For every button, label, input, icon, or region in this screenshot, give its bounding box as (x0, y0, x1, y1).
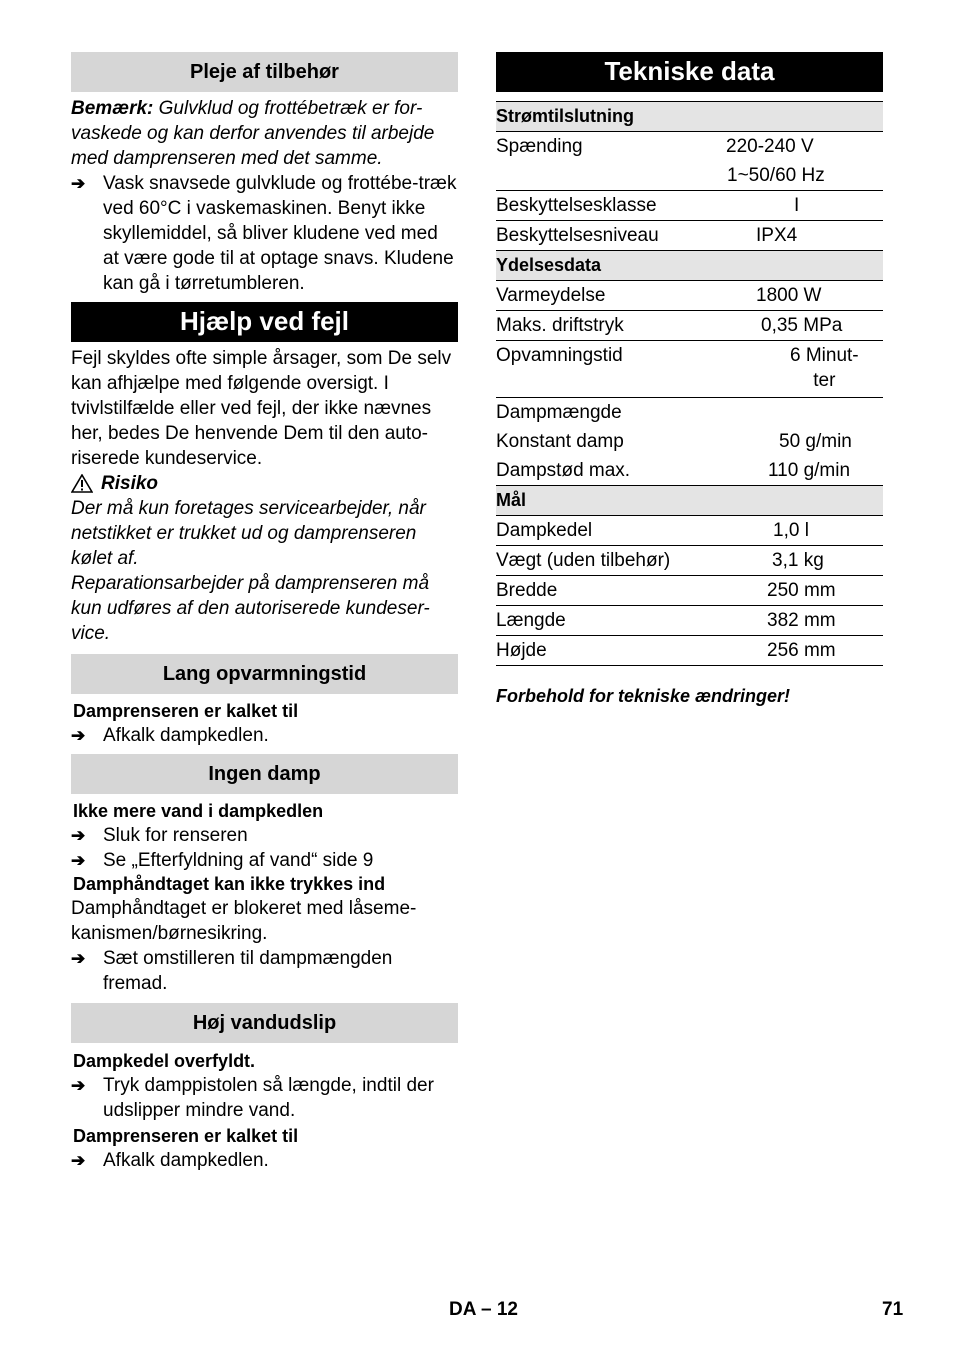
note-paragraph (71, 96, 458, 171)
intro-paragraph: Fejl skyldes ofte simple årsager, som De selv kan afhjælpe med følgende oversigt. I tvivlstilfælde eller ved fejl, der ikke nævnes her, bedes De henvende Dem til den auto-riserede kundeservice. (71, 348, 452, 469)
table-row (496, 576, 883, 606)
heading-ingen-damp: Ingen damp (71, 754, 458, 794)
row-label: Vægt (uden tilbehør) (496, 546, 706, 576)
warmup-value: 6 Minut- ter (790, 345, 859, 391)
left-column (71, 52, 458, 1173)
row-value: 110 g/min (706, 456, 883, 486)
table-row (496, 221, 883, 251)
cause-heading: Dampkedel overfyldt. (73, 1051, 256, 1071)
row-value: 220-240 V (726, 136, 814, 157)
row-value: 50 g/min (779, 431, 852, 452)
list-item (71, 823, 458, 848)
table-row (496, 161, 883, 191)
cause-heading: Ikke mere vand i dampkedlen (73, 801, 324, 821)
row-label: Varmeydelse (496, 281, 706, 311)
row-value: 1,0 l (706, 516, 883, 546)
row-label: Dampmængde (496, 402, 622, 423)
row-value: 382 mm (706, 606, 883, 636)
row-label: Højde (496, 636, 706, 666)
heading-pleje: Pleje af tilbehør (71, 52, 458, 92)
arrow-right-icon: ➔ (71, 1151, 86, 1170)
row-label: Dampstød max. (496, 456, 706, 486)
risk-text-2: Reparationsarbejder på damprenseren må kun udføres af den autoriserede kundeser-vice. (71, 573, 430, 644)
bullet-text: Sæt omstilleren til dampmængden fremad. (103, 948, 393, 994)
row-label: Spænding (496, 136, 583, 157)
cause-heading: Damprenseren er kalket til (73, 1126, 299, 1146)
table-section-row (496, 486, 883, 516)
table-row (496, 516, 883, 546)
list-item (71, 723, 458, 748)
table-section-row (496, 102, 883, 132)
footer-section-label: DA – 12 (449, 1299, 518, 1320)
heading-lang-opvarmningstid: Lang opvarmningstid (71, 654, 458, 694)
list-item (71, 1148, 458, 1173)
arrow-right-icon: ➔ (71, 726, 86, 745)
row-value: I (706, 191, 883, 221)
heading-hjaelp-ved-fejl: Hjælp ved fejl (71, 302, 458, 342)
disclaimer: Forbehold for tekniske ændringer! (496, 686, 791, 706)
list-item (71, 848, 458, 873)
note-text: Gulvklud og frottébetræk er for-vaskede og kan derfor anvendes til arbejde med damprenseren med det samme. (71, 98, 435, 169)
arrow-right-icon: ➔ (71, 1076, 86, 1095)
table-row (496, 546, 883, 576)
row-label: Beskyttelsesniveau (496, 221, 706, 251)
row-label: Længde (496, 606, 706, 636)
table-row (496, 281, 883, 311)
right-column (496, 52, 883, 707)
bullet-text: Afkalk dampkedlen. (103, 1150, 269, 1171)
table-row (496, 636, 883, 666)
list-item (71, 1073, 458, 1123)
row-label: Bredde (496, 576, 706, 606)
row-value: 256 mm (706, 636, 883, 666)
row-value: 0,35 MPa (706, 311, 883, 341)
table-row (496, 456, 883, 486)
bullet-text: Vask snavsede gulvklude og frottébe-træk ved 60°C i vaskemaskinen. Benyt ikke skyllemiddel, så bliver kludene ved med at være gode til at optage snavs. Kludene kan gå i tørretumbleren. (103, 173, 457, 294)
page-number: 71 (882, 1299, 904, 1320)
table-row (496, 311, 883, 341)
row-value: 250 mm (706, 576, 883, 606)
row-label: Dampkedel (496, 516, 706, 546)
section-label: Mål (496, 486, 883, 516)
row-value (706, 341, 883, 398)
table-row (496, 341, 883, 398)
cause-heading: Damphåndtaget kan ikke trykkes ind (73, 874, 386, 894)
table-row (496, 191, 883, 221)
arrow-right-icon: ➔ (71, 826, 86, 845)
cause-heading: Damprenseren er kalket til (73, 701, 299, 721)
risk-label-text: Risiko (101, 473, 159, 494)
table-row (496, 606, 883, 636)
cause-text: Damphåndtaget er blokeret med låseme-kanismen/børnesikring. (71, 898, 417, 944)
heading-tekniske-data: Tekniske data (496, 52, 883, 92)
row-label: Beskyttelsesklasse (496, 191, 706, 221)
row-label: Konstant damp (496, 431, 624, 452)
row-value: 3,1 kg (706, 546, 883, 576)
arrow-right-icon: ➔ (71, 949, 86, 968)
heading-hoj-vandudslip: Høj vandudslip (71, 1003, 458, 1043)
note-label: Bemærk: (71, 98, 154, 119)
risk-label (71, 471, 458, 496)
section-label: Ydelsesdata (496, 251, 883, 281)
row-label: Maks. driftstryk (496, 311, 706, 341)
bullet-text: Sluk for renseren (103, 825, 248, 846)
table-section-row (496, 251, 883, 281)
arrow-right-icon: ➔ (71, 174, 86, 193)
bullet-text: Tryk damppistolen så længde, indtil der udslipper mindre vand. (103, 1075, 434, 1121)
row-label: Opvamningstid (496, 341, 706, 398)
table-row (496, 427, 883, 456)
bullet-text: Afkalk dampkedlen. (103, 725, 269, 746)
row-value: 1~50/60 Hz (706, 161, 883, 191)
table-row (496, 132, 883, 162)
row-value: IPX4 (706, 221, 883, 251)
list-item (71, 171, 458, 296)
list-item (71, 946, 458, 996)
section-label: Strømtilslutning (496, 102, 883, 132)
bullet-text: Se „Efterfyldning af vand“ side 9 (103, 850, 374, 871)
risk-text-1: Der må kun foretages servicearbejder, når netstikket er trukket ud og damprenseren kølet af. (71, 498, 426, 569)
spec-table (496, 101, 883, 666)
table-row (496, 398, 883, 428)
warning-triangle-icon (71, 474, 93, 493)
row-value: 1800 W (706, 281, 883, 311)
arrow-right-icon: ➔ (71, 851, 86, 870)
